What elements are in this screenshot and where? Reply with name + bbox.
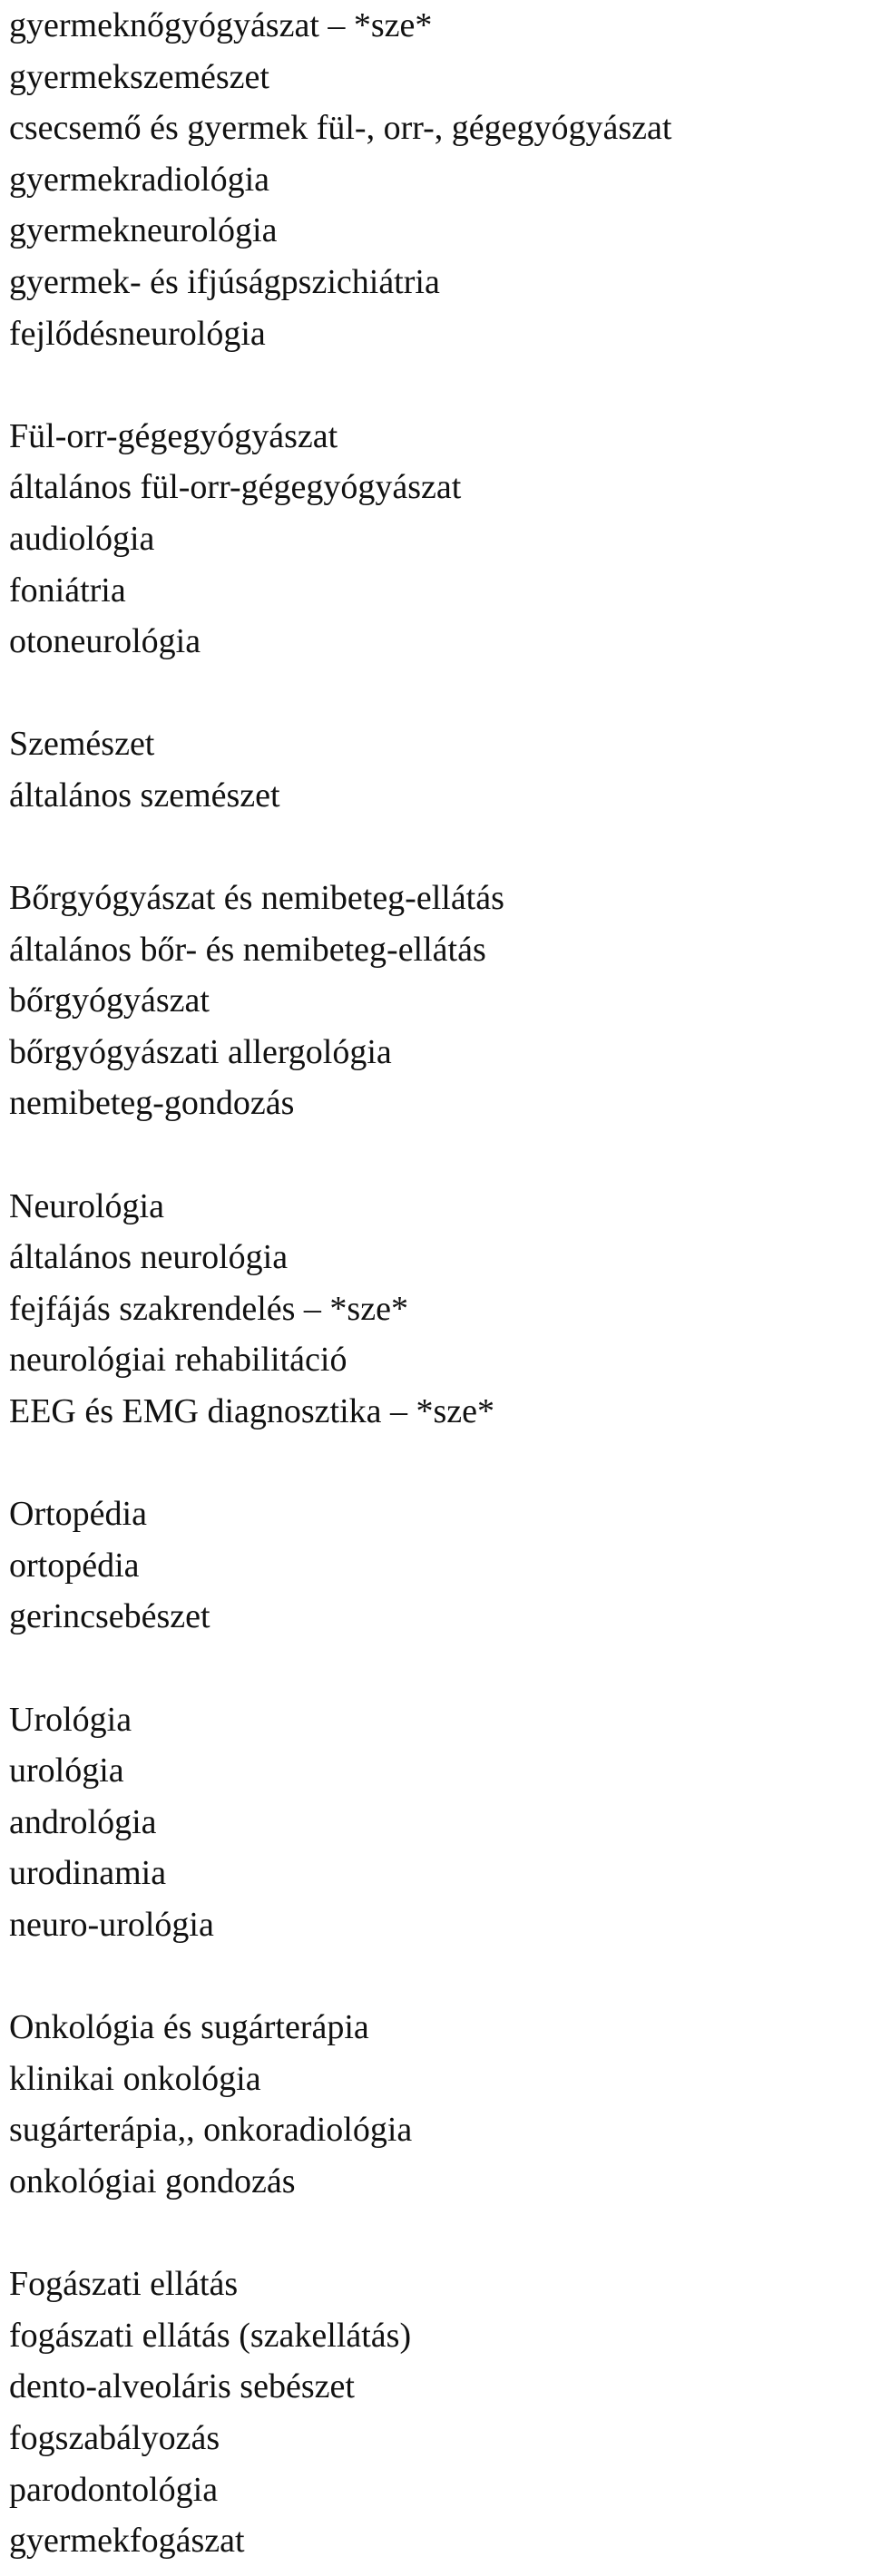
specialty-item: gyermekfogászat <box>9 2522 245 2561</box>
specialty-item: ortopédia <box>9 1546 140 1585</box>
specialty-list-document <box>9 0 862 2567</box>
specialty-section <box>9 822 862 1130</box>
section-spacer <box>9 1643 862 1694</box>
specialty-item: foniátria <box>9 571 126 610</box>
specialty-item: klinikai onkológia <box>9 2059 261 2098</box>
specialty-item: fogszabályozás <box>9 2418 220 2457</box>
section-spacer <box>9 1129 862 1181</box>
specialty-item: neurológiai rehabilitáció <box>9 1341 347 1380</box>
specialty-item: audiológia <box>9 519 155 558</box>
section-heading: Bőrgyógyászat és nemibeteg-ellátás <box>9 879 504 918</box>
specialty-item: általános neurológia <box>9 1238 289 1277</box>
specialty-item: fejfájás szakrendelés – *sze* <box>9 1289 408 1328</box>
specialty-item: általános fül-orr-gégegyógyászat <box>9 468 462 507</box>
section-spacer <box>9 1438 862 1489</box>
section-spacer <box>9 2208 862 2259</box>
specialty-section <box>9 1643 862 1951</box>
specialty-item: otoneurológia <box>9 622 201 661</box>
specialty-item: általános szemészet <box>9 776 280 815</box>
specialty-item: gyermek- és ifjúságpszichiátria <box>9 262 440 301</box>
section-heading: Fogászati ellátás <box>9 2265 239 2304</box>
section-heading: Urológia <box>9 1700 132 1739</box>
specialty-section <box>9 2208 862 2567</box>
section-heading: Fül-orr-gégegyógyászat <box>9 416 338 455</box>
section-spacer <box>9 359 862 411</box>
section-spacer <box>9 1951 862 2003</box>
specialty-item: fejlődésneurológia <box>9 314 266 353</box>
specialty-item: neuro-urológia <box>9 1905 214 1944</box>
specialty-item: dento-alveoláris sebészet <box>9 2367 355 2406</box>
specialty-item: gyermeknőgyógyászat – *sze* <box>9 6 433 44</box>
specialty-item: fogászati ellátás (szakellátás) <box>9 2316 412 2355</box>
specialty-section <box>9 1951 862 2208</box>
specialty-item: bőrgyógyászat <box>9 981 210 1020</box>
specialty-item: bőrgyógyászati allergológia <box>9 1032 392 1071</box>
specialty-item: urológia <box>9 1751 124 1791</box>
section-heading: Neurológia <box>9 1186 164 1225</box>
specialty-item: általános bőr- és nemibeteg-ellátás <box>9 930 486 969</box>
section-heading: Ortopédia <box>9 1495 147 1534</box>
specialty-item: gyermekszemészet <box>9 57 269 96</box>
specialty-item: onkológiai gondozás <box>9 2161 296 2200</box>
specialty-item: nemibeteg-gondozás <box>9 1084 295 1123</box>
specialty-item: andrológia <box>9 1802 157 1841</box>
specialty-item: gerincsebészet <box>9 1597 210 1636</box>
section-heading: Szemészet <box>9 725 155 764</box>
section-heading: Onkológia és sugárterápia <box>9 2008 369 2047</box>
specialty-section <box>9 0 862 359</box>
specialty-item: sugárterápia,, onkoradiológia <box>9 2111 413 2150</box>
section-spacer <box>9 668 862 719</box>
specialty-item: parodontológia <box>9 2470 219 2509</box>
specialty-section <box>9 668 862 822</box>
specialty-section <box>9 1129 862 1438</box>
specialty-item: gyermekneurológia <box>9 211 278 250</box>
specialty-item: EEG és EMG diagnosztika – *sze* <box>9 1392 495 1431</box>
specialty-item: gyermekradiológia <box>9 160 270 199</box>
section-spacer <box>9 822 862 873</box>
specialty-item: urodinamia <box>9 1854 167 1893</box>
specialty-section <box>9 359 862 668</box>
specialty-section <box>9 1438 862 1643</box>
specialty-item: csecsemő és gyermek fül-, orr-, gégegyógyászat <box>9 109 672 148</box>
